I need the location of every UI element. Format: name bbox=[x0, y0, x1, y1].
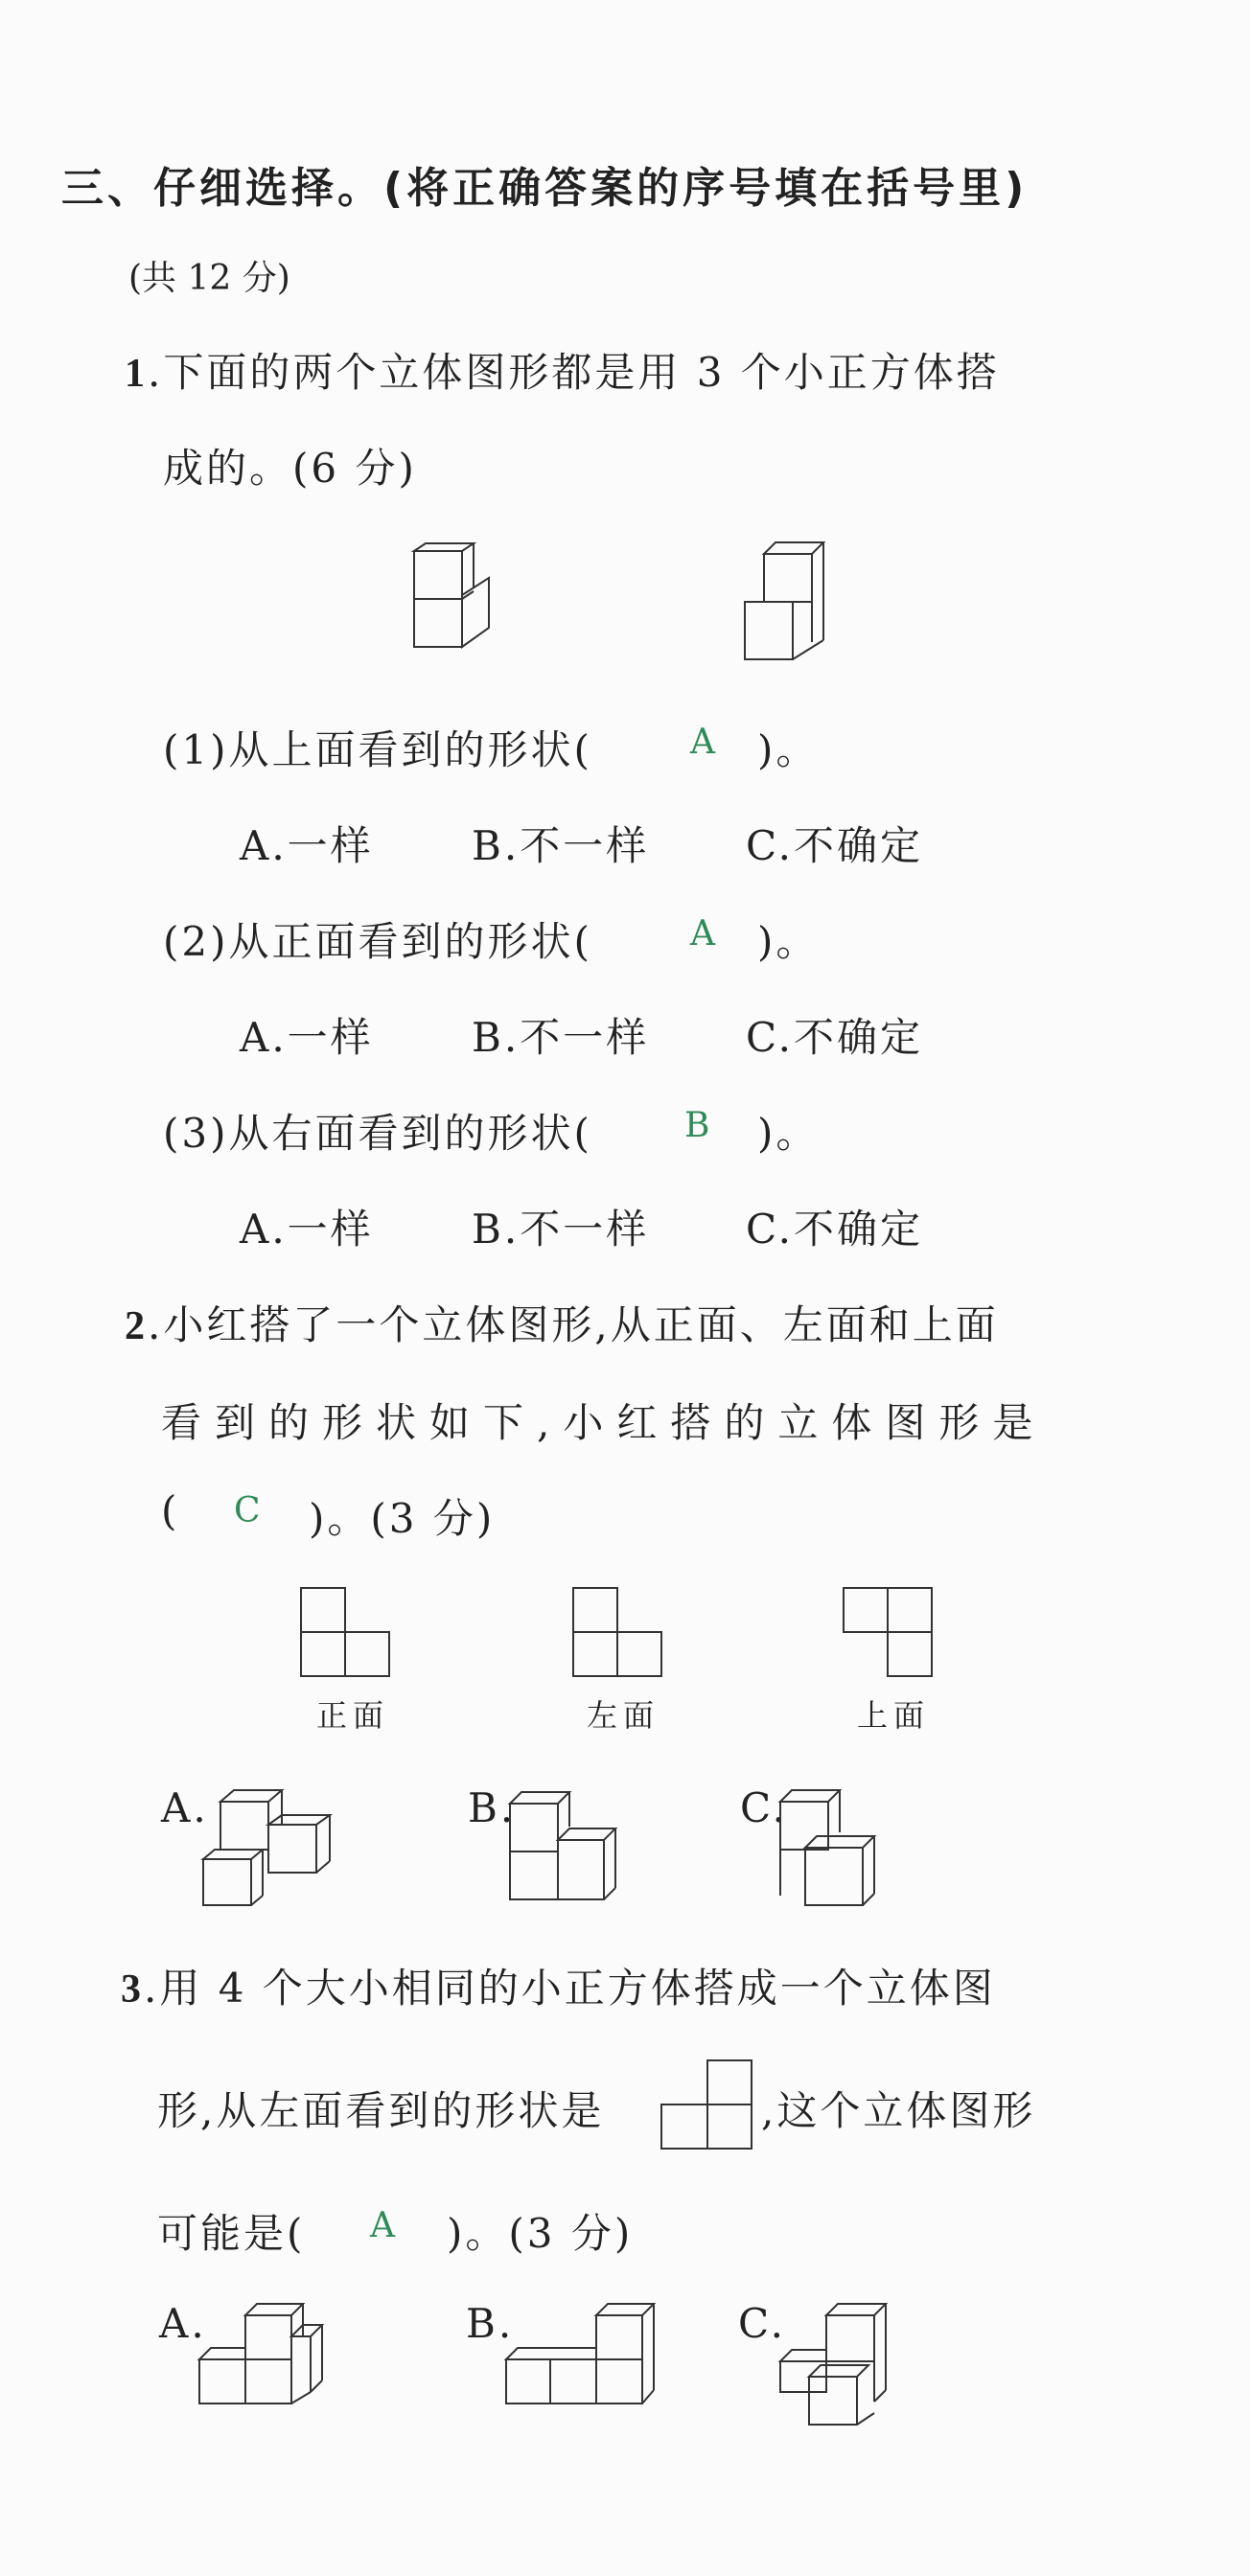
q1-part2-prompt: (2)从正面看到的形状( bbox=[163, 918, 592, 965]
q3-line3b: )。(3 分) bbox=[447, 2210, 634, 2257]
q1-opt-c-1: C.不确定 bbox=[746, 822, 923, 869]
q2-front-view bbox=[299, 1586, 395, 1682]
q2-option-a-figure bbox=[201, 1784, 336, 1909]
q2-line1 bbox=[125, 1294, 999, 1351]
q2-left-view bbox=[571, 1586, 667, 1682]
q1-part1-prompt: (1)从上面看到的形状( bbox=[163, 726, 592, 773]
q1-opt-b-1: B.不一样 bbox=[472, 822, 650, 869]
q3-text: .用 4 个大小相同的小正方体搭成一个立体图 bbox=[144, 1965, 996, 2012]
q1-part2 bbox=[163, 910, 592, 968]
q2-option-b-label: B. bbox=[468, 1784, 517, 1831]
q1-line1 bbox=[125, 341, 1000, 399]
q2-answer: C bbox=[234, 1491, 261, 1530]
section-score: (共 12 分) bbox=[128, 259, 290, 298]
q1-part3 bbox=[163, 1102, 592, 1160]
q1-opt-a-3: A.一样 bbox=[240, 1206, 374, 1253]
q1-opt-a-2: A.一样 bbox=[240, 1014, 374, 1061]
q2-option-c-label: C. bbox=[740, 1784, 788, 1831]
q1-part1-answer: A bbox=[690, 723, 715, 762]
q3-option-a-label: A. bbox=[159, 2300, 207, 2347]
q3-line2b: ,这个立体图形 bbox=[761, 2087, 1036, 2134]
q1-part2-answer: A bbox=[690, 914, 715, 954]
q3-option-c-figure bbox=[778, 2302, 903, 2436]
q2-view-label-front: 正面 bbox=[316, 1697, 390, 1734]
q1-number: 1 bbox=[125, 352, 148, 396]
q1-part1-close: )。 bbox=[757, 726, 820, 773]
q2-option-a-label: A. bbox=[161, 1784, 209, 1831]
q1-text: .下面的两个立体图形都是用 3 个小正方体搭 bbox=[148, 349, 1000, 396]
q1-opt-b-3: B.不一样 bbox=[472, 1206, 650, 1253]
q3-option-a-figure bbox=[197, 2302, 332, 2417]
q3-line1 bbox=[121, 1957, 996, 2014]
q2-number: 2 bbox=[125, 1304, 148, 1348]
q2-option-b-figure bbox=[508, 1784, 623, 1909]
q3-option-c-label: C. bbox=[738, 2300, 786, 2347]
q2-open: ( bbox=[161, 1487, 180, 1534]
q3-option-b-figure bbox=[504, 2302, 667, 2417]
q2-text: .小红搭了一个立体图形,从正面、左面和上面 bbox=[148, 1301, 999, 1348]
q1-part3-close: )。 bbox=[757, 1110, 820, 1157]
q1-opt-a-1: A.一样 bbox=[240, 822, 374, 869]
q2-top-view bbox=[842, 1586, 938, 1682]
q1-opt-b-2: B.不一样 bbox=[472, 1014, 650, 1061]
q1-part1 bbox=[163, 719, 592, 776]
q3-left-view bbox=[660, 2058, 755, 2154]
q2-line2: 看到的形状如下,小红搭的立体图形是 bbox=[161, 1399, 1047, 1446]
q1-part3-answer: B bbox=[684, 1106, 710, 1145]
q2-close: )。(3 分) bbox=[309, 1495, 496, 1542]
q1-figure-right bbox=[743, 537, 839, 666]
q1-figure-left bbox=[412, 541, 498, 656]
q1-opt-c-3: C.不确定 bbox=[746, 1206, 923, 1253]
q2-view-label-left: 左面 bbox=[587, 1697, 660, 1734]
q3-line3a: 可能是( bbox=[157, 2210, 306, 2257]
q1-part2-close: )。 bbox=[757, 918, 820, 965]
q2-view-label-top: 上面 bbox=[857, 1697, 931, 1734]
q2-option-c-figure bbox=[778, 1784, 893, 1919]
q1-opt-c-2: C.不确定 bbox=[746, 1014, 923, 1061]
q3-option-b-label: B. bbox=[466, 2300, 515, 2347]
q1-line2: 成的。(6 分) bbox=[163, 445, 417, 492]
q3-number: 3 bbox=[121, 1967, 144, 2012]
q3-line2a: 形,从左面看到的形状是 bbox=[157, 2087, 605, 2134]
q1-part3-prompt: (3)从右面看到的形状( bbox=[163, 1110, 592, 1157]
section-title: 三、仔细选择。(将正确答案的序号填在括号里) bbox=[61, 164, 1029, 213]
q3-answer: A bbox=[370, 2206, 395, 2245]
